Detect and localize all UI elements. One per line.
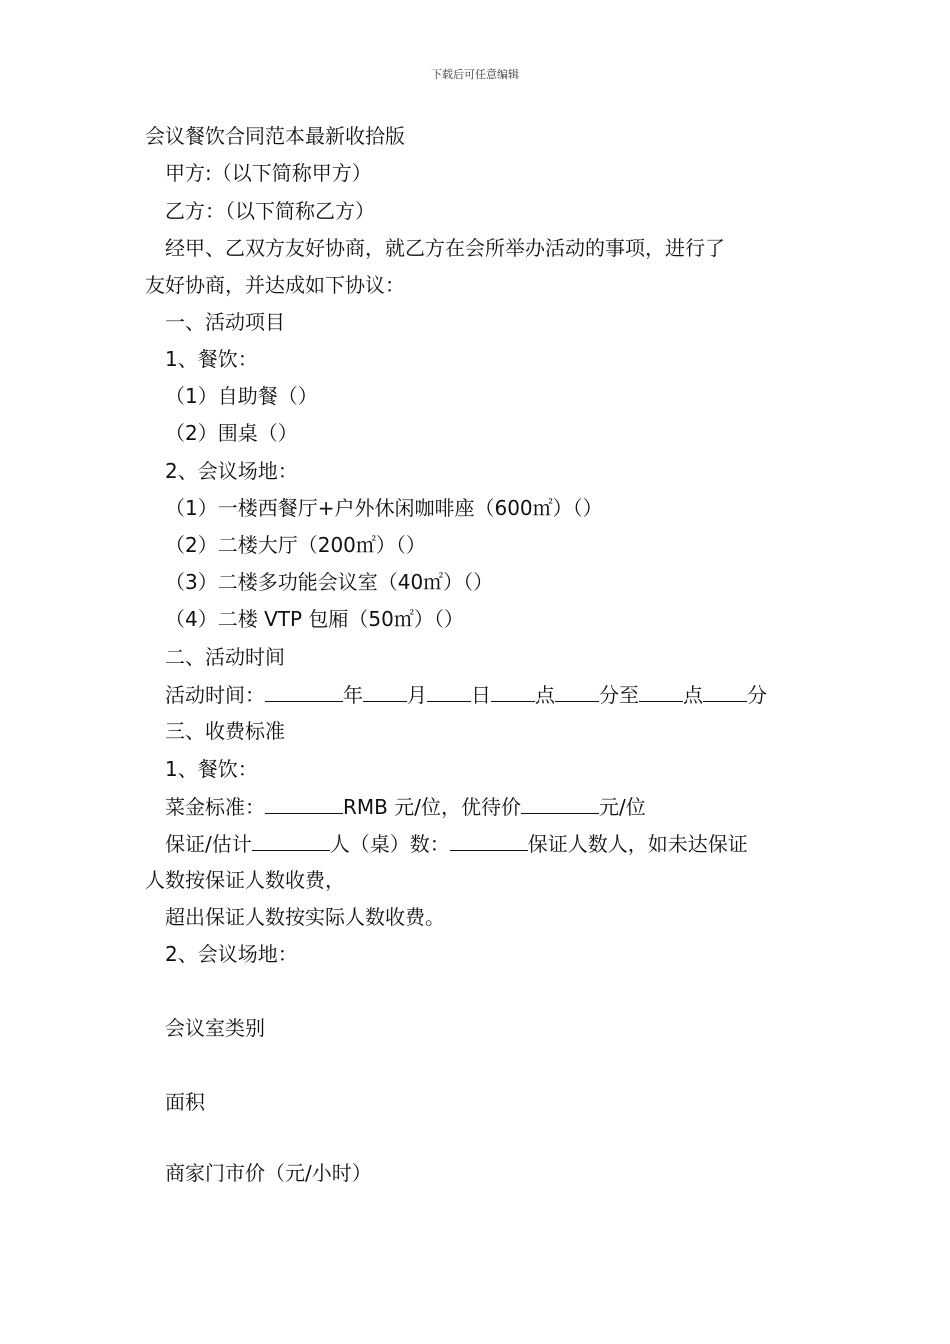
price-standard-line — [165, 793, 646, 820]
section-heading-1: 一、活动项目 — [165, 310, 285, 334]
guarantee-mid: 人（桌）数： — [329, 832, 450, 856]
discount-unit: 元/位 — [598, 795, 646, 819]
option-round-table: （2）围桌（） — [165, 421, 298, 445]
party-a: 甲方:（以下简称甲方） — [165, 161, 372, 185]
excess-rule: 超出保证人数按实际人数收费。 — [165, 905, 445, 929]
price-label: 菜金标准： — [165, 795, 265, 819]
guarantee-blank-1[interactable] — [252, 830, 330, 851]
venue-option-2: （2）二楼大厅（200㎡）（） — [165, 533, 426, 557]
subheading-catering-fee: 1、餐饮： — [165, 757, 258, 781]
venue-option-4: （4）二楼 VTP 包厢（50㎡）（） — [165, 607, 464, 631]
document-title: 会议餐饮合同范本最新收拾版 — [145, 124, 405, 148]
start-hour-label: 点 — [535, 683, 555, 707]
start-minute-blank[interactable] — [555, 681, 599, 702]
guarantee-tail: 保证人数人，如未达保证 — [527, 832, 748, 856]
intro-line-1: 经甲、乙双方友好协商，就乙方在会所举办活动的事项，进行了 — [165, 236, 725, 260]
venue-option-3: （3）二楼多功能会议室（40㎡）（） — [165, 570, 494, 594]
guarantee-continuation: 人数按保证人数收费， — [145, 868, 345, 892]
guarantee-blank-2[interactable] — [450, 830, 528, 851]
price-unit: RMB 元/位，优待价 — [343, 795, 521, 819]
discount-price-blank[interactable] — [521, 793, 599, 814]
subheading-venue-fee: 2、会议场地： — [165, 942, 298, 966]
table-header-area: 面积 — [165, 1090, 205, 1114]
day-blank[interactable] — [427, 681, 471, 702]
time-label: 活动时间： — [165, 683, 265, 707]
end-minute-blank[interactable] — [703, 681, 747, 702]
party-b: 乙方：（以下简称乙方） — [165, 199, 375, 223]
intro-line-2: 友好协商，并达成如下协议： — [145, 273, 405, 297]
page-header: 下载后可任意编辑 — [431, 68, 519, 81]
option-buffet: （1）自助餐（） — [165, 384, 318, 408]
section-heading-2: 二、活动时间 — [165, 645, 285, 669]
subheading-catering: 1、餐饮： — [165, 347, 258, 371]
table-header-price: 商家门市价（元/小时） — [165, 1161, 372, 1185]
day-label: 日 — [471, 683, 491, 707]
table-header-room-type: 会议室类别 — [165, 1016, 265, 1040]
end-hour-blank[interactable] — [639, 681, 683, 702]
month-label: 月 — [407, 683, 427, 707]
year-label: 年 — [343, 683, 363, 707]
start-minute-label: 分至 — [599, 683, 639, 707]
subheading-venue: 2、会议场地： — [165, 459, 298, 483]
start-hour-blank[interactable] — [491, 681, 535, 702]
guarantee-line — [165, 830, 748, 857]
venue-option-1: （1）一楼西餐厅+户外休闲咖啡座（600㎡）（） — [165, 496, 603, 520]
end-hour-label: 点 — [683, 683, 703, 707]
month-blank[interactable] — [363, 681, 407, 702]
end-minute-label: 分 — [747, 683, 767, 707]
section-heading-3: 三、收费标准 — [165, 719, 285, 743]
year-blank[interactable] — [265, 681, 343, 702]
price-blank[interactable] — [265, 793, 343, 814]
activity-time-line — [165, 681, 767, 708]
guarantee-label: 保证/估计 — [165, 832, 252, 856]
